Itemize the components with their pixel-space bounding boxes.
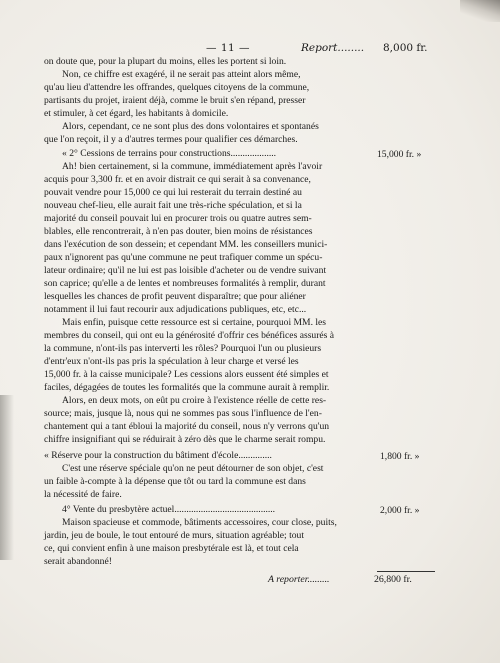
text-line: 15,000 fr. à la caisse municipale? Les cessions alors eussent été simples et (44, 369, 329, 380)
text-line: qu'au lieu d'attendre les offrandes, quelques citoyens de la commune, (44, 82, 310, 93)
text-line: faciles, dégagées de toutes les formalités que la commune aurait à remplir. (44, 382, 330, 393)
text-line: source; mais, jusque là, nous qui ne sommes pas sous l'influence de l'en- (44, 408, 322, 419)
text-line: « 2° Cessions de terrains pour constructions................... (62, 148, 277, 159)
text-line: Non, ce chiffre est exagéré, il ne serait pas atteint alors même, (62, 69, 301, 80)
report-amount: 8,000 fr. (383, 42, 428, 54)
text-line: on doute que, pour la plupart du moins, elles les portent si loin. (44, 56, 287, 67)
text-line: C'est une réserve spéciale qu'on ne peut détourner de son objet, c'est (62, 463, 324, 474)
text-line: et stimuler, à cet égard, les habitants à domicile. (44, 108, 229, 119)
total-rule (377, 571, 435, 572)
text-line: nouveau chef-lieu, elle aurait fait une très-riche spéculation, et si la (44, 200, 302, 211)
text-line: lesquelles les chances de profit peuvent disparaître; que pour aliéner (44, 291, 306, 302)
page-number: — 11 — (206, 42, 251, 54)
text-line: serait abandonné! (44, 556, 112, 567)
text-line: d'entr'eux n'ont-ils pas pris la spéculation à leur charge et versé les (44, 356, 299, 367)
text-line: « Réserve pour la construction du bâtiment d'école.............. (44, 450, 272, 461)
text-line: Alors, cependant, ce ne sont plus des dons volontaires et spontanés (62, 121, 319, 132)
text-line: notamment il lui faut recourir aux adjudications publiques, etc, etc... (44, 304, 307, 315)
text-line: 4° Vente du presbytère actuel.......................................... (62, 504, 276, 515)
report-label: Report........ (301, 42, 365, 54)
text-line: pouvait vendre pour 15,000 ce qui lui resterait du terrain destiné au (44, 187, 302, 198)
text-line: Mais enfin, puisque cette ressource est si certaine, pourquoi MM. les (62, 317, 327, 328)
text-line: dans l'exécution de son dessein; et cependant MM. les conseillers munici- (44, 239, 328, 250)
text-line: acquis pour 3,300 fr. et en avoir distrait ce qui serait à sa convenance, (44, 174, 311, 185)
text-line: paux n'ignorent pas qu'une commune ne peut trafiquer comme un spécu- (44, 252, 323, 263)
text-line: jardin, jeu de boule, le tout entouré de murs, situation agréable; tout (44, 530, 305, 541)
text-line: chiffre insignifiant qui se réduirait à zéro dès que le charme serait rompu. (44, 434, 326, 445)
text-line: un faible à-compte à la dépense que tôt ou tard la commune est dans (44, 476, 306, 487)
carry-forward-amount: 26,800 fr. (374, 574, 412, 585)
text-line: partisants du projet, iraient déjà, comme le bruit s'en répand, presser (44, 95, 306, 106)
carry-forward-label: A reporter......... (268, 574, 330, 585)
text-line: ce, qui convient enfin à une maison presbytérale est là, et tout cela (44, 543, 299, 554)
amount-cessions: 15,000 fr. » (377, 149, 422, 160)
text-line: que l'on reçoit, il y a d'autres termes pour qualifier ces démarches. (44, 134, 298, 145)
amount-ecole: 1,800 fr. » (380, 451, 420, 462)
text-line: chantement qui a tant ébloui la majorité du conseil, nous n'y verrons qu'un (44, 421, 330, 432)
text-line: Alors, en deux mots, on eût pu croire à l'existence réelle de cette res- (62, 395, 327, 406)
text-line: Ah! bien certainement, si la commune, immédiatement après l'avoir (62, 161, 323, 172)
text-line: Maison spacieuse et commode, bâtiments accessoires, cour close, puits, (62, 517, 337, 528)
amount-presbytere: 2,000 fr. » (380, 505, 420, 516)
text-line: lateur ordinaire; qu'il ne lui est pas loisible d'acheter ou de vendre suivant (44, 265, 327, 276)
text-line: membres du conseil, qui ont eu la générosité d'offrir ces bénéfices assurés à (44, 330, 335, 341)
text-line: blables, elle rencontrerait, à n'en pas douter, bien moins de résistances (44, 226, 313, 237)
text-line: la commune, n'ont-ils pas interverti les rôles? Pourquoi l'un ou plusieurs (44, 343, 322, 354)
text-line: la nécessité de faire. (44, 489, 122, 500)
text-line: majorité du conseil pouvait lui en procurer trois ou quatre autres sem- (44, 213, 312, 224)
text-line: son caprice; qu'elle a de lentes et nombreuses formalités à remplir, durant (44, 278, 326, 289)
